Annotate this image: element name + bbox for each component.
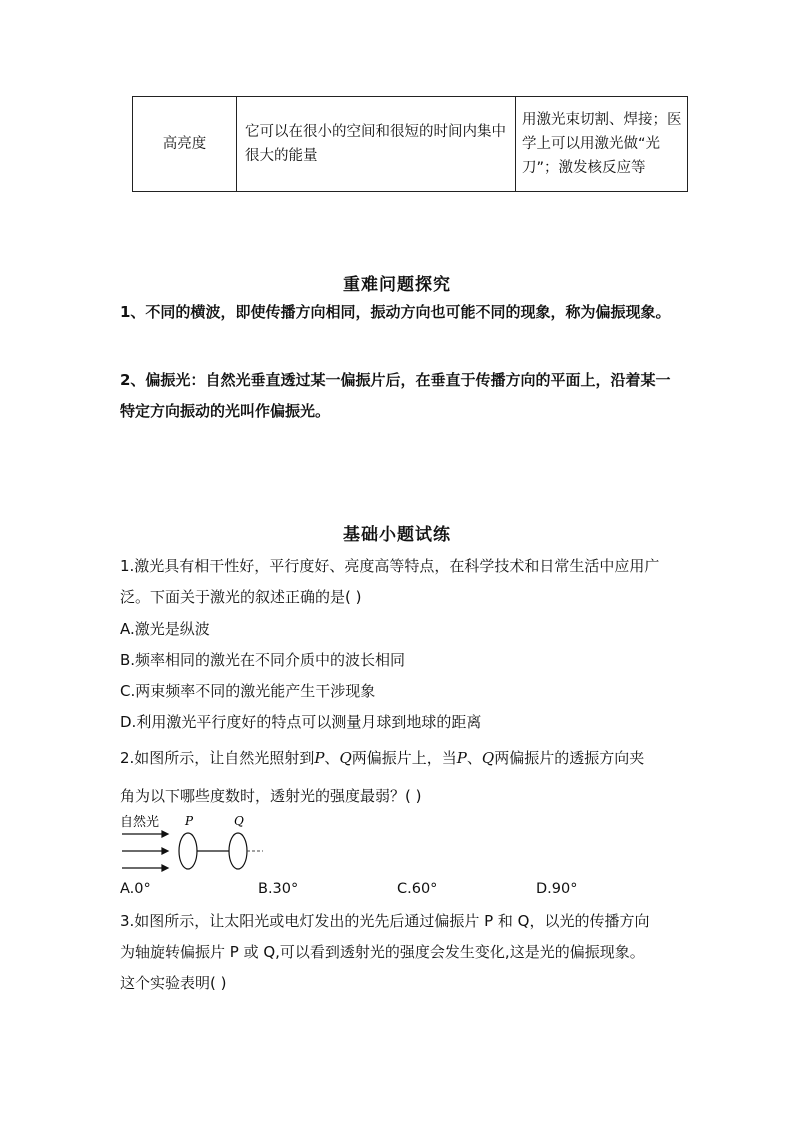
- question-2-option-b: B.30°: [258, 881, 299, 897]
- q-symbol: Q: [481, 749, 495, 767]
- question-2-stem-line2: 角为以下哪些度数时，透射光的强度最弱？( ): [120, 787, 422, 805]
- question-1-option-b: B.频率相同的激光在不同介质中的波长相同: [120, 651, 406, 669]
- question-1-stem: 1.激光具有相干性好，平行度好、亮度高等特点，在科学技术和日常生活中应用广泛。下面关于激光的叙述正确的是( ): [120, 557, 660, 606]
- question-2-option-d: D.90°: [536, 881, 578, 897]
- question-1-option-d: D.利用激光平行度好的特点可以测量月球到地球的距离: [120, 713, 482, 731]
- question-2-option-a: A.0°: [120, 881, 151, 897]
- polarizer-figure: [118, 812, 268, 874]
- application-cell: 用激光束切割、焊接；医学上可以用激光做“光刀”；激发核反应等: [516, 97, 688, 192]
- q2-sep: 、: [324, 749, 340, 767]
- question-3-line2: 为轴旋转偏振片 P 或 Q,可以看到透射光的强度会发生变化,这是光的偏振现象。: [120, 943, 645, 961]
- polarizer-p: [179, 833, 197, 869]
- q-symbol: Q: [339, 749, 352, 767]
- q2-text: 两偏振片的透振方向夹: [494, 749, 645, 767]
- p-symbol: P: [456, 749, 467, 767]
- p-label: P: [185, 814, 194, 828]
- section-title: 基础小题试练: [343, 525, 451, 545]
- question-2-option-c: C.60°: [397, 881, 438, 897]
- light-arrows: [122, 831, 168, 871]
- p-symbol: P: [314, 749, 325, 767]
- polarizer-q: [229, 833, 247, 869]
- question-3-line3: 这个实验表明( ): [120, 974, 227, 992]
- table-row: [133, 97, 688, 192]
- q2-sep: 、: [466, 749, 482, 767]
- question-1-option-c: C.两束频率不同的激光能产生干涉现象: [120, 682, 376, 700]
- question-2-stem-line1: [120, 747, 644, 769]
- question-3-line1: 3.如图所示，让太阳光或电灯发出的光先后通过偏振片 P 和 Q，以光的传播方向: [120, 912, 650, 930]
- property-cell: 高亮度: [133, 97, 237, 192]
- section-title: 重难问题探究: [343, 275, 451, 295]
- question-1-option-a: A.激光是纵波: [120, 620, 210, 638]
- key-point-2: 2、偏振光：自然光垂直透过某一偏振片后，在垂直于传播方向的平面上，沿着某一特定方向振动的光叫作偏振光。: [120, 371, 671, 420]
- key-point-1: 1、不同的横波，即使传播方向相同，振动方向也可能不同的现象，称为偏振现象。: [120, 303, 671, 321]
- laser-properties-table: [132, 96, 688, 192]
- q-label: Q: [234, 814, 244, 828]
- q2-text: 2.如图所示，让自然光照射到: [120, 749, 315, 767]
- natural-light-label: 自然光: [120, 815, 160, 830]
- description-cell: 它可以在很小的空间和很短的时间内集中很大的能量: [237, 97, 516, 192]
- q2-text: 两偏振片上，当: [351, 749, 457, 767]
